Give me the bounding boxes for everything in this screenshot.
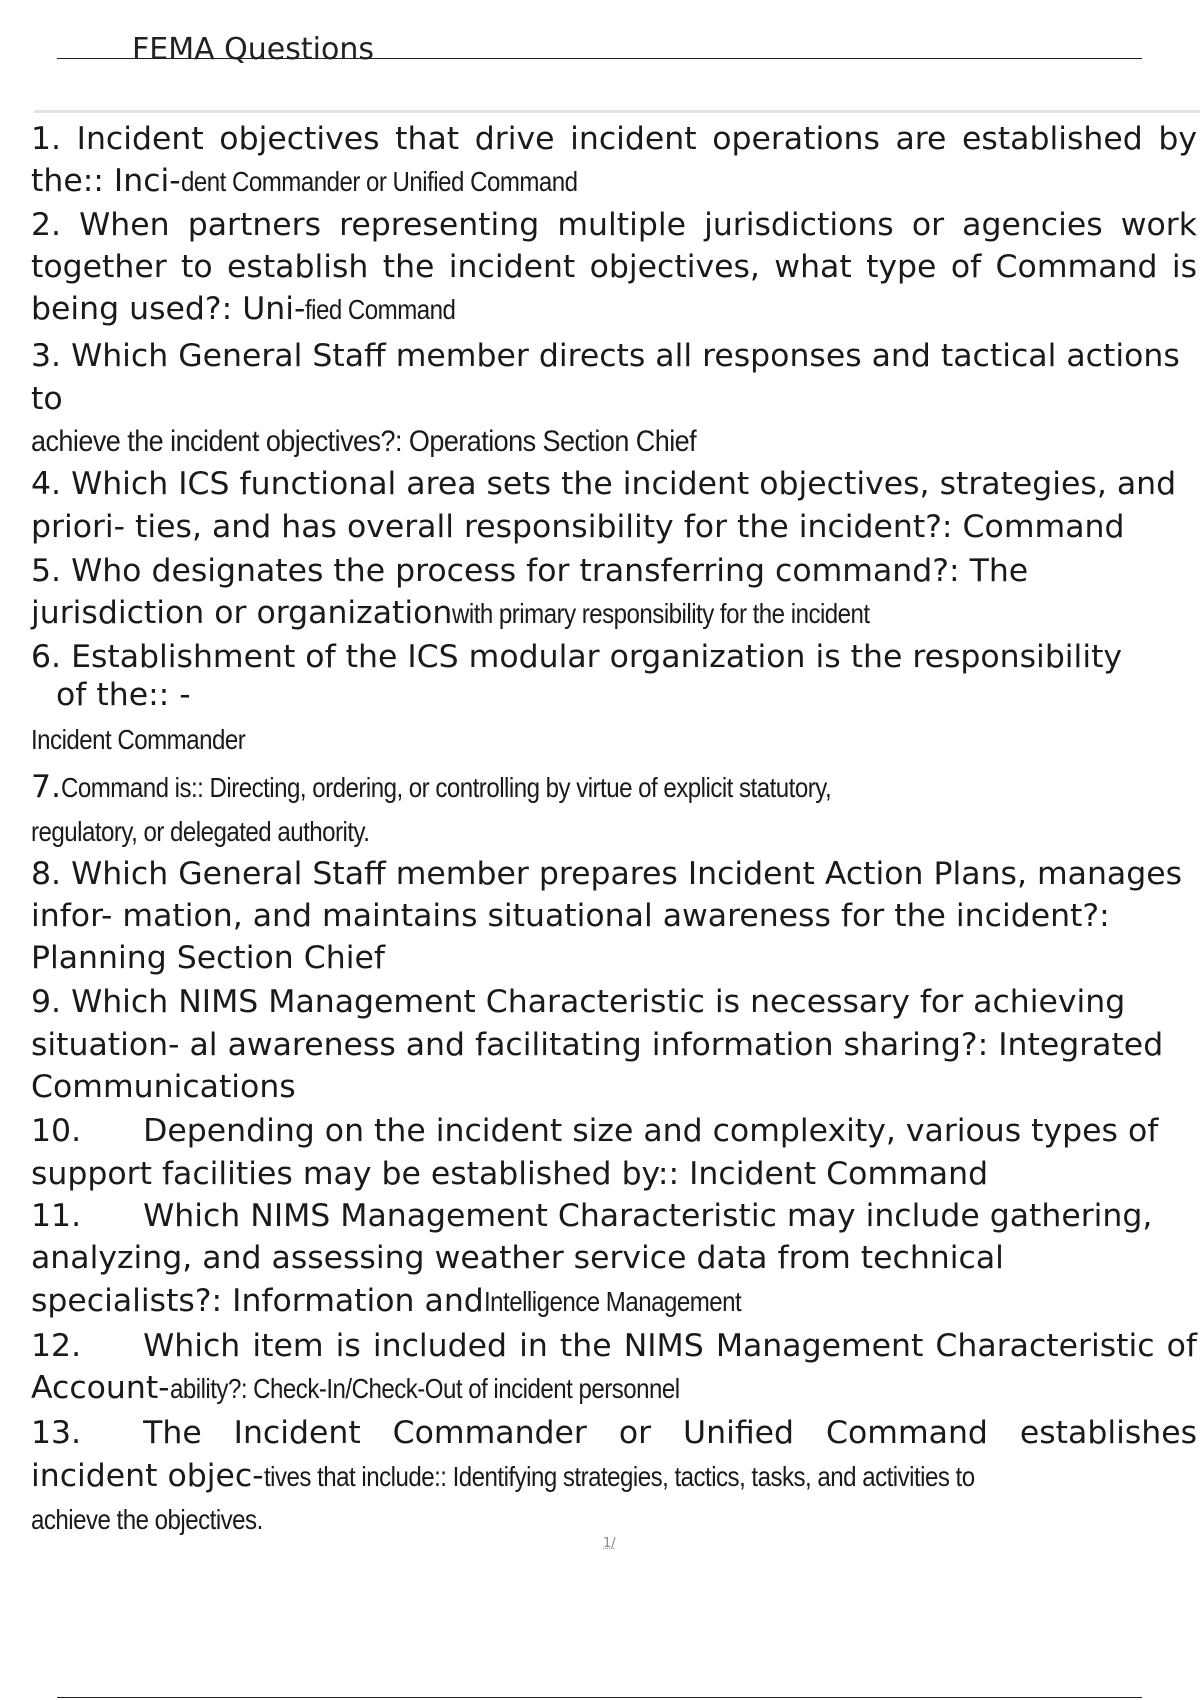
page-number: 1/: [603, 1536, 616, 1551]
question-11: [31, 1195, 1197, 1323]
question-text: The Incident Commander or Unified Command establishes incident objec-: [31, 1415, 1197, 1494]
question-text: Depending on the incident size and complexity, various types of support facilities may be established by:: Incident Command: [31, 1113, 1159, 1192]
question-text: 3. Which General Staff member directs all responses and tactical actions to: [31, 338, 1180, 417]
question-text: 6. Establishment of the ICS modular organization is the responsibility: [31, 638, 1123, 675]
answer-text: regulatory, or delegated authority.: [31, 815, 370, 847]
question-text: 5. Who designates the process for transferring command?: The jurisdiction or organization: [31, 552, 1029, 632]
question-text: 2. When partners representing multiple jurisdictions or agencies work together to establish the incident objectives, what type of Command is being used?: Uni-: [31, 206, 1197, 328]
question-3: [31, 335, 1197, 463]
question-5: [31, 550, 1197, 636]
question-text: Which item is included in the NIMS Management Characteristic of Account-: [31, 1327, 1197, 1407]
answer-13-cont: [31, 1498, 1197, 1541]
question-10: [31, 1110, 1197, 1195]
question-text: Which NIMS Management Characteristic may include gathering, analyzing, and assessing weather service data from technical specialists?: Information and: [31, 1197, 1153, 1319]
question-text: 1. Incident objectives that drive incident operations are established by the:: Inci-: [31, 121, 1197, 200]
answer-text: dent Commander or Unified Command: [180, 166, 578, 198]
question-text: 9. Which NIMS Management Characteristic is necessary for achieving situation- al awareness and facilitating information sharing?: Integrated Communications: [31, 984, 1164, 1106]
answer-7-cont: [31, 810, 1197, 853]
question-4: [31, 463, 1197, 548]
question-12: [31, 1325, 1197, 1411]
answer-text: Incident Commander: [31, 723, 246, 755]
question-text: of the:: -: [56, 676, 191, 713]
question-2: [31, 204, 1197, 332]
footer-divider: [57, 1697, 1142, 1698]
answer-text: Intelligence Management: [483, 1285, 742, 1317]
answer-6: [31, 716, 1197, 763]
answer-text: with primary responsibility for the incident: [452, 598, 870, 630]
answer-text: achieve the objectives.: [31, 1504, 263, 1536]
question-9: [31, 981, 1197, 1108]
page-header: [57, 32, 1142, 67]
question-6-cont: [31, 676, 1197, 714]
question-7: [31, 765, 1197, 810]
question-number: 10.: [31, 1113, 82, 1150]
header-divider: [34, 110, 1200, 113]
question-number: 11.: [31, 1197, 82, 1234]
answer-text: Command is:: Directing, ordering, or controlling by virtue of explicit statutory,: [61, 771, 832, 803]
question-number: 13.: [31, 1415, 82, 1452]
question-1: [31, 118, 1197, 204]
question-text: 8. Which General Staff member prepares Incident Action Plans, manages infor- mation, and maintains situational awareness for the incident?: Planning Section Chief: [31, 855, 1183, 977]
answer-text: tives that include:: Identifying strategies, tactics, tasks, and activities to: [263, 1460, 975, 1492]
question-list: [31, 118, 1197, 1541]
answer-text: fied Command: [305, 294, 456, 326]
question-6: [31, 638, 1197, 676]
page-title: FEMA Questions: [132, 32, 374, 67]
answer-text: ability?: Check-In/Check-Out of incident personnel: [169, 1373, 680, 1405]
question-number: 12.: [31, 1327, 82, 1364]
question-13: [31, 1412, 1197, 1498]
question-text: 4. Which ICS functional area sets the incident objectives, strategies, and priori- ties, and has overall responsibility for the incident?: Command: [31, 466, 1177, 545]
answer-text: achieve the incident objectives?: Operations Section Chief: [31, 425, 697, 459]
question-8: [31, 853, 1197, 980]
question-number: 7.: [31, 768, 62, 805]
